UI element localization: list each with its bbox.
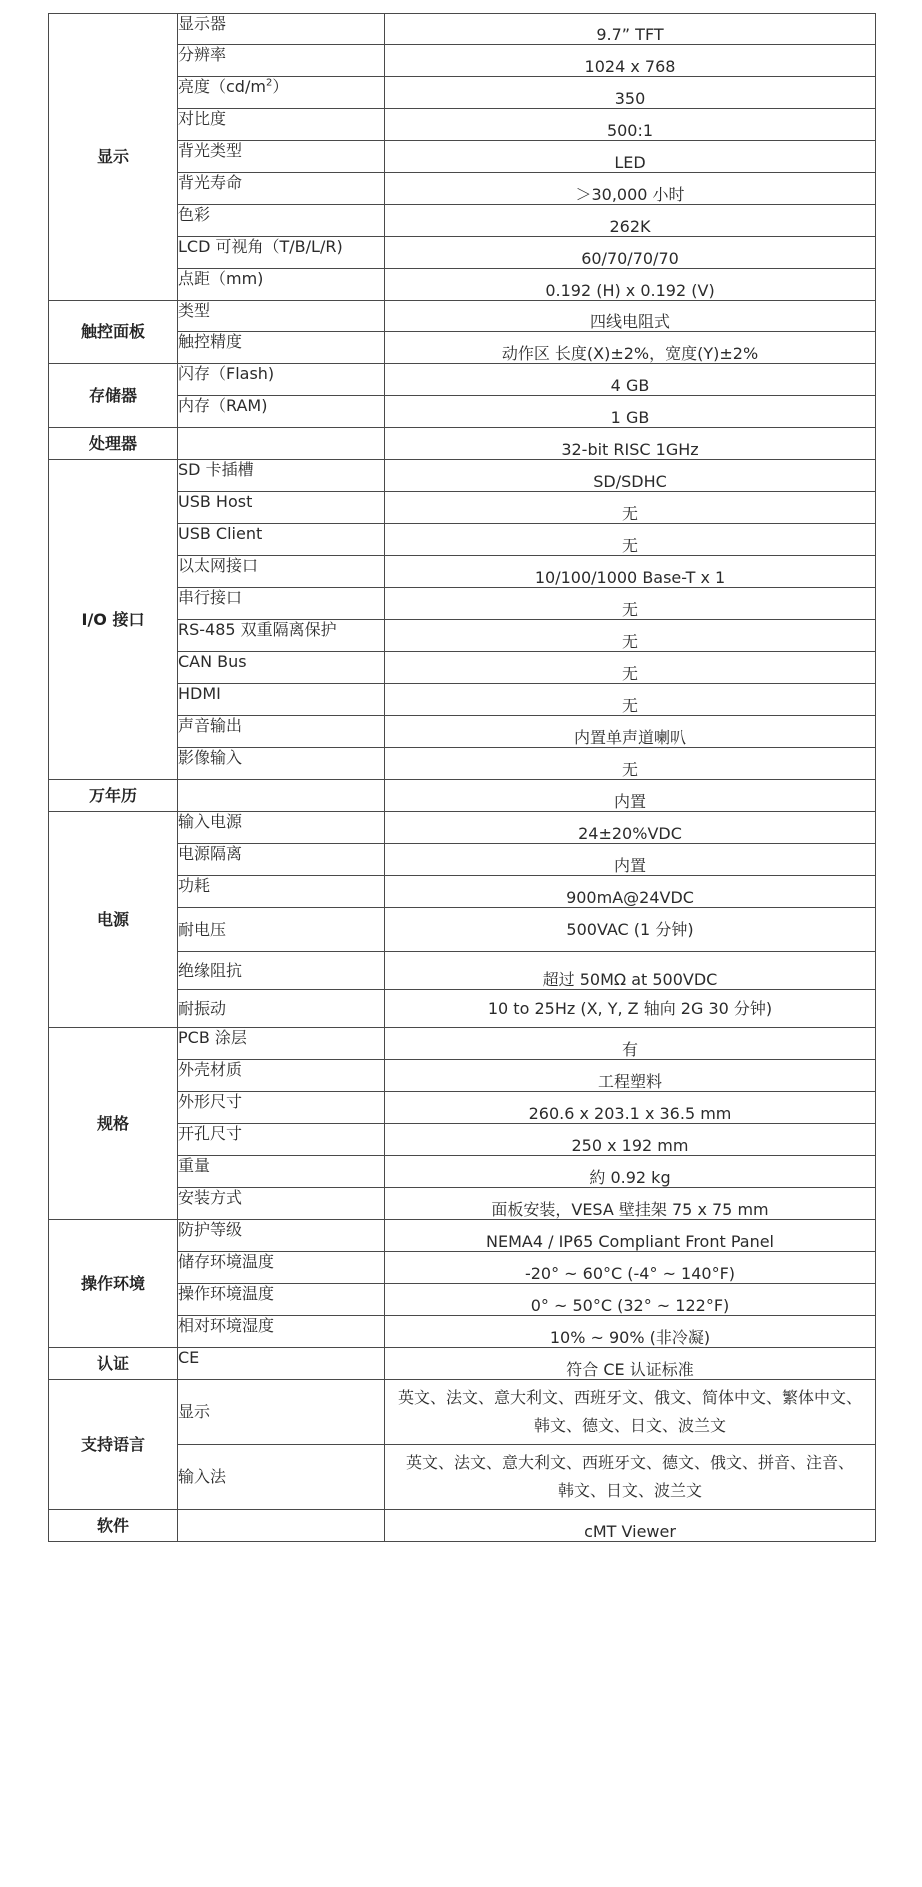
item-label <box>178 780 385 812</box>
item-value: 500VAC (1 分钟) <box>385 908 876 952</box>
item-value: -20° ~ 60°C (-4° ~ 140°F) <box>385 1252 876 1284</box>
item-value: LED <box>385 141 876 173</box>
item-label-text: 亮度（cd/m <box>178 77 266 96</box>
item-value: 10% ~ 90% (非冷凝) <box>385 1316 876 1348</box>
table-row <box>49 1510 876 1542</box>
item-label: 防护等级 <box>178 1220 385 1252</box>
category-touch: 触控面板 <box>49 301 178 364</box>
item-label: 类型 <box>178 301 385 332</box>
value-line-2: 韩文、德文、日文、波兰文 <box>533 1416 726 1435</box>
table-row <box>49 428 876 460</box>
item-value: 无 <box>385 620 876 652</box>
item-value: 四线电阻式 <box>385 301 876 332</box>
table-row <box>49 1380 876 1445</box>
item-value: 1 GB <box>385 396 876 428</box>
value-line-1: 英文、法文、意大利文、西班牙文、俄文、简体中文、繁体中文、 <box>397 1388 862 1407</box>
item-label: 内存（RAM) <box>178 396 385 428</box>
item-value <box>385 1380 876 1445</box>
item-label: 闪存（Flash) <box>178 364 385 396</box>
table-row <box>49 812 876 844</box>
table-row <box>49 364 876 396</box>
item-label: 电源隔离 <box>178 844 385 876</box>
item-value: cMT Viewer <box>385 1510 876 1542</box>
category-display: 显示 <box>49 14 178 301</box>
table-row <box>49 1348 876 1380</box>
table-row <box>49 14 876 45</box>
table-row <box>49 1028 876 1060</box>
item-value: 无 <box>385 492 876 524</box>
item-value: NEMA4 / IP65 Compliant Front Panel <box>385 1220 876 1252</box>
category-software: 软件 <box>49 1510 178 1542</box>
item-value: 内置 <box>385 844 876 876</box>
item-value: 500:1 <box>385 109 876 141</box>
item-value: 900mA@24VDC <box>385 876 876 908</box>
spec-table <box>48 13 876 1542</box>
item-label: 触控精度 <box>178 332 385 364</box>
item-label: 串行接口 <box>178 588 385 620</box>
category-env: 操作环境 <box>49 1220 178 1348</box>
item-value: 0° ~ 50°C (32° ~ 122°F) <box>385 1284 876 1316</box>
category-power: 电源 <box>49 812 178 1028</box>
item-value: 10/100/1000 Base-T x 1 <box>385 556 876 588</box>
item-label: 外壳材质 <box>178 1060 385 1092</box>
item-label: USB Host <box>178 492 385 524</box>
item-label: 外形尺寸 <box>178 1092 385 1124</box>
item-label: 声音输出 <box>178 716 385 748</box>
item-label <box>178 1510 385 1542</box>
item-value: 9.7” TFT <box>385 14 876 45</box>
item-value: 24±20%VDC <box>385 812 876 844</box>
item-label: USB Client <box>178 524 385 556</box>
item-value: 1024 x 768 <box>385 45 876 77</box>
item-label: SD 卡插槽 <box>178 460 385 492</box>
item-label: 影像输入 <box>178 748 385 780</box>
item-label: 对比度 <box>178 109 385 141</box>
item-value: 10 to 25Hz (X, Y, Z 轴向 2G 30 分钟) <box>385 990 876 1028</box>
item-value: 无 <box>385 748 876 780</box>
table-row <box>49 1220 876 1252</box>
item-value: 内置单声道喇叭 <box>385 716 876 748</box>
item-label <box>178 77 385 109</box>
item-label: 开孔尺寸 <box>178 1124 385 1156</box>
item-label: HDMI <box>178 684 385 716</box>
item-label: CE <box>178 1348 385 1380</box>
item-value: 262K <box>385 205 876 237</box>
item-label: 分辨率 <box>178 45 385 77</box>
item-label-suffix: ） <box>272 77 289 96</box>
item-value: 32-bit RISC 1GHz <box>385 428 876 460</box>
item-label: 背光寿命 <box>178 173 385 205</box>
item-label: 色彩 <box>178 205 385 237</box>
item-label: 重量 <box>178 1156 385 1188</box>
value-line-1: 英文、法文、意大利文、西班牙文、德文、俄文、拼音、注音、 <box>405 1453 854 1472</box>
item-value: 350 <box>385 77 876 109</box>
item-label: 耐振动 <box>178 990 385 1028</box>
item-value: 符合 CE 认证标准 <box>385 1348 876 1380</box>
item-label: PCB 涂层 <box>178 1028 385 1060</box>
table-row <box>49 780 876 812</box>
item-value: ＞30,000 小时 <box>385 173 876 205</box>
item-value: SD/SDHC <box>385 460 876 492</box>
item-value: 无 <box>385 652 876 684</box>
item-label: 操作环境温度 <box>178 1284 385 1316</box>
item-label: 耐电压 <box>178 908 385 952</box>
item-label <box>178 428 385 460</box>
value-line-2: 韩文、日文、波兰文 <box>557 1481 702 1500</box>
item-label: 储存环境温度 <box>178 1252 385 1284</box>
item-value: 260.6 x 203.1 x 36.5 mm <box>385 1092 876 1124</box>
item-value: 250 x 192 mm <box>385 1124 876 1156</box>
item-value: 有 <box>385 1028 876 1060</box>
category-lang: 支持语言 <box>49 1380 178 1510</box>
item-label: 输入法 <box>178 1445 385 1510</box>
item-value: 无 <box>385 588 876 620</box>
item-label: 输入电源 <box>178 812 385 844</box>
item-label: 安装方式 <box>178 1188 385 1220</box>
table-row <box>49 460 876 492</box>
item-label: 以太网接口 <box>178 556 385 588</box>
item-label: 显示 <box>178 1380 385 1445</box>
item-value <box>385 1445 876 1510</box>
item-label: RS-485 双重隔离保护 <box>178 620 385 652</box>
item-value: 超过 50MΩ at 500VDC <box>385 952 876 990</box>
item-label: 显示器 <box>178 14 385 45</box>
item-label: 相对环境湿度 <box>178 1316 385 1348</box>
item-value: 0.192 (H) x 0.192 (V) <box>385 269 876 301</box>
category-rtc: 万年历 <box>49 780 178 812</box>
category-cert: 认证 <box>49 1348 178 1380</box>
item-label: 背光类型 <box>178 141 385 173</box>
table-row <box>49 301 876 332</box>
category-cpu: 处理器 <box>49 428 178 460</box>
item-value: 内置 <box>385 780 876 812</box>
category-io: I/O 接口 <box>49 460 178 780</box>
item-value: 4 GB <box>385 364 876 396</box>
item-value: 工程塑料 <box>385 1060 876 1092</box>
item-label: 点距（mm) <box>178 269 385 301</box>
item-label: CAN Bus <box>178 652 385 684</box>
superscript: 2 <box>265 77 273 89</box>
item-value: 动作区 长度(X)±2%，宽度(Y)±2% <box>385 332 876 364</box>
category-storage: 存储器 <box>49 364 178 428</box>
item-label: 功耗 <box>178 876 385 908</box>
category-spec: 规格 <box>49 1028 178 1220</box>
item-value: 无 <box>385 684 876 716</box>
item-value: 約 0.92 kg <box>385 1156 876 1188</box>
item-label: 绝缘阻抗 <box>178 952 385 990</box>
item-value: 60/70/70/70 <box>385 237 876 269</box>
item-label: LCD 可视角（T/B/L/R) <box>178 237 385 269</box>
item-value: 面板安装，VESA 壁挂架 75 x 75 mm <box>385 1188 876 1220</box>
item-value: 无 <box>385 524 876 556</box>
